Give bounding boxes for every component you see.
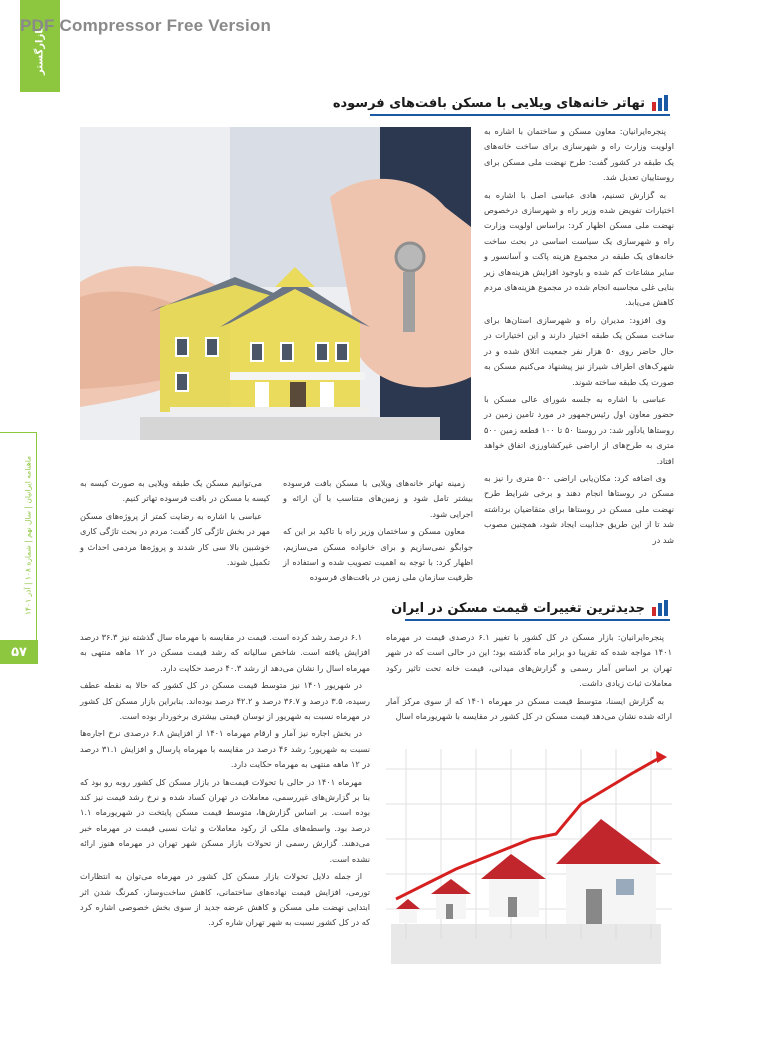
article1-title-rule [370,114,670,116]
article2-paragraph: به گزارش ایسنا، متوسط قیمت مسکن در مهرماه ۱۴۰۱ که از سوی مرکز آمار ارائه شده نشان می‌دهد قیمت مسکن در کل کشور در مقایسه با شهریورماه اسال [386,695,672,722]
watermark: PDF Compressor Free Version [20,16,272,35]
article1-column-middle [283,476,473,588]
article1-header [333,94,669,112]
article2-header [391,599,669,617]
article1-paragraph: معاون مسکن و ساختمان وزیر راه با تاکید بر این که جوابگو نمی‌سازیم و برای خانواده مسکن می‌سازیم، اظهار کرد: با توجه به اهمیت تصویب شده و استفاده از ظرفیت سازمان ملی زمین در بافت‌های فرسوده [283,526,473,583]
article2-paragraph: پنجره‌ایرانیان: بازار مسکن در کل کشور با تغییر ۶.۱ درصدی قیمت در مهرماه ۱۴۰۱ مواجه شده که تقریبا دو برابر ماه گذشته بود؛ این در حالی است که در شهر تهران بر اساس آمار رسمی و گزارش‌های میدانی، قیمت خانه تحت تاثیر رکود معاملات ثبات زیادی داشت. [386,632,672,689]
article1-paragraph: وی افزود: مدیران راه و شهرسازی استان‌ها برای ساخت مسکن یک طبقه اختیار دارند و این اختیارات در حال حاضر روی ۵۰ هزار نفر جمعیت اتلاق شده و در شهرک‌های اطراف شیراز نیز پیشنهاد می‌کنیم مسکن به صورت یک طبقه ساخته شوند. [484,314,674,387]
page-number: ۵۷ [0,640,38,664]
issue-info: ماهنامه ایرانیان | سال نهم | شماره ۱۰۸ | آذر ۱۴۰۱ [23,455,33,615]
article2-paragraph: در شهریور ۱۴۰۱ نیز متوسط قیمت مسکن در کل کشور که حالا به نقطه عطف رسیده، ۳.۵ درصد و ۳۶.۷ درصد و ۴۲.۲ درصد بوده‌اند. بنابراین بازار مسکن کل کشور در مهرماه نسبت به شهریور از نوسان قیمتی بیشتری برخوردار بوده است. [80,680,370,722]
article2-paragraph: در بخش اجاره نیز آمار و ارقام مهرماه ۱۴۰۱ از افزایش ۶.۸ درصدی نرخ اجاره‌ها نسبت به شهریور؛ رشد ۴۶ درصد در مقایسه با مهرماه پارسال و افزایش ۳۱.۱ درصد در ۱۲ ماهه منتهی به مهرماه حکایت دارد. [80,728,371,770]
article1-paragraph: به گزارش تسنیم، هادی عباسی اصل با اشاره به اختیارات تفویض شده وزیر راه و شهرسازی درخصوص نهضت ملی مسکن اظهار کرد: براساس اولویت وزارت راه و شهرسازی یک سیاست اساسی در بحث ساخت خانه‌های یک طبقه در مجموع هزینه پاکت و آسانسور و سایر مشاعات کم شده و باوجود افزایش هزینه‌های زیر بنایی غلی مجاسبه انجام شده در مجموع هزینه‌های مردم کاهش می‌یابد. [484,189,674,308]
house-with-key-photo [80,127,471,440]
article1-paragraph: زمینه تهاتر خانه‌های ویلایی با مسکن بافت فرسوده بیشتر تامل شود و زمین‌های متناسب با آن ارائه و اجرایی شود. [283,478,473,519]
side-divider [0,432,36,433]
section-tab-label: بازارگستر [34,26,46,76]
article2-title: جدیدترین تغییرات قیمت مسکن در ایران [391,600,645,616]
article2-paragraph: از جمله دلایل تحولات بازار مسکن کل کشور در مهرماه می‌توان به انتظارات تورمی، افزایش قیمت نهاده‌های ساختمانی، کاهش ساخت‌وساز، کمرنگ شدن اثر ابتدایی نهضت ملی مسکن و کاهش عرضه جدید از سوی بخش خصوصی اشاره کرد که در کل کشور نسبت به شهر تهران شاره کرد. [80,871,370,928]
article1-title: تهاتر خانه‌های ویلایی با مسکن بافت‌های فرسوده [332,95,645,111]
article1-paragraph: می‌توانیم مسکن یک طبقه ویلایی به صورت کیسه به کیسه با مسکن در بافت فرسوده تهاتر کنیم. [80,478,270,504]
article1-column-right [484,124,674,550]
article2-paragraph: مهرماه ۱۴۰۱ در حالی با تحولات قیمت‌ها در بازار مسکن کل کشور روبه رو بود که بنا بر گزارش‌های غیررسمی، معاملات در تهران کساد شده و نرخ رشد قیمت نیز کند بوده است. بر اساس گزارش‌ها، متوسط قیمت مسکن پایتخت در شهریورماه ۱.۱ درصد بود. واسطه‌های ملکی از رکود معاملات و ثبات نسبی قیمت در مهرماه خبر می‌دهند. گزارش رسمی از تحولات بازار مسکن شهر تهران در مهرماه هنوز ارائه نشده است. [80,776,370,864]
houses-growth-chart-photo [386,749,672,964]
article1-paragraph: عباسی با اشاره به رضایت کمتر از پروژه‌های مسکن مهر در بخش تاژگی کار گفت: مردم در بحث تاژگی کاری خوشبین بالا سی کار شدند و پروژه‌ها مردمی احداث و تکمیل شوند. [80,510,270,568]
bar-chart-icon [651,599,669,617]
article2-column-right [386,630,672,726]
article1-paragraph: وی اضافه کرد: مکان‌یابی اراضی ۵۰۰ متری را نیز به مسکن در روستاها انجام دهند و برخی شرایط طرح نهضت ملی مسکن در روستاها برای متقاضیان برداشته شد تا از این طریق جذابیت ایجاد شود، همچنین مصوب شد در [484,472,674,545]
article2-title-rule [405,619,670,621]
article2-paragraph: ۶.۱ درصد رشد کرده است. قیمت در مقایسه با مهرماه سال گذشته نیز ۳۶.۳ درصد افزایش یافته است. شاخص سالیانه که رشد قیمت مسکن در ۱۲ ماهه منتهی به مهرماه اسال را نشان می‌دهد از رشد ۴۰.۳ درصد حکایت دارد. [80,632,371,673]
article1-paragraph: عباسی با اشاره به جلسه شورای عالی مسکن با حضور معاون اول رئیس‌جمهور در مورد تامین زمین در روستاها یادآور شد: در روستا ۵۰ تا ۱۰۰ قطعه زمین ۵۰۰ متری به طرح‌های از اراضی غیرکشاورزی اتفاق خواهد افتاد. [484,393,674,466]
article2-column-left [80,630,370,933]
article1-column-left [80,476,270,572]
bar-chart-icon [651,94,669,112]
article1-paragraph: پنجره‌ایرانیان: معاون مسکن و ساختمان با اشاره به اولویت وزارت راه و شهرسازی برای ساخت خانه‌های یک طبقه در کشور گفت: طرح نهضت ملی مسکن برای روستاییان تعدیل شد. [484,126,674,183]
side-divider-vertical [36,432,37,652]
